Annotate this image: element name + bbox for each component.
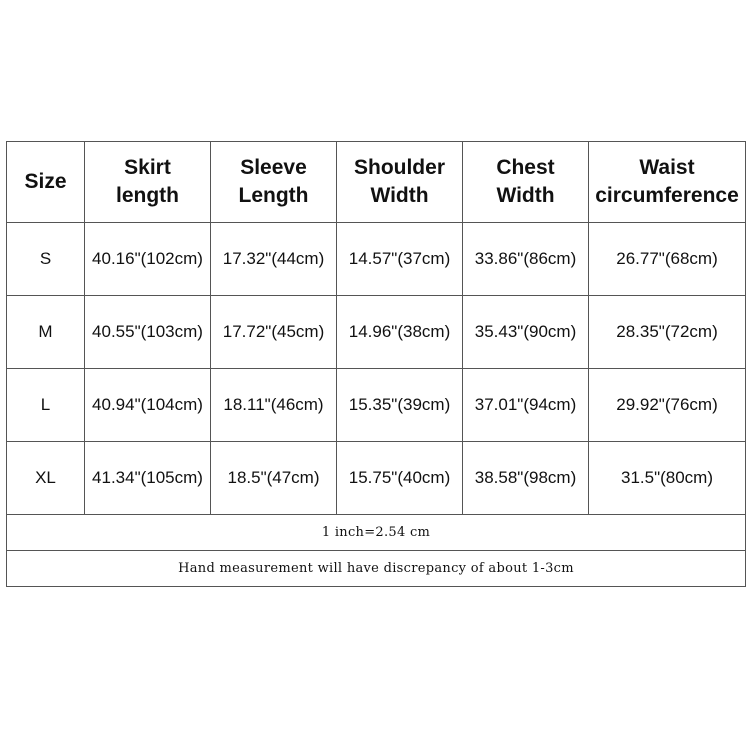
waist-circumference-cell: 31.5"(80cm) — [589, 442, 746, 515]
shoulder-width-cell: 15.35"(39cm) — [337, 369, 463, 442]
chest-width-cell: 35.43"(90cm) — [463, 296, 589, 369]
sleeve-length-cell: 17.32"(44cm) — [211, 223, 337, 296]
table-row — [7, 369, 746, 442]
sleeve-length-cell: 18.11"(46cm) — [211, 369, 337, 442]
waist-circumference-cell: 28.35"(72cm) — [589, 296, 746, 369]
size-cell: XL — [7, 442, 85, 515]
header-chest-width — [463, 142, 589, 223]
header-skirt-line2: length — [116, 184, 179, 207]
chest-width-cell: 38.58"(98cm) — [463, 442, 589, 515]
sleeve-length-cell: 18.5"(47cm) — [211, 442, 337, 515]
size-cell: L — [7, 369, 85, 442]
chest-width-cell: 37.01"(94cm) — [463, 369, 589, 442]
shoulder-width-cell: 15.75"(40cm) — [337, 442, 463, 515]
header-skirt-line1: Skirt — [124, 156, 171, 179]
header-waist-line2: circumference — [595, 184, 739, 207]
measurement-disclaimer: Hand measurement will have discrepancy of about 1-3cm — [7, 551, 746, 587]
skirt-length-cell: 40.16"(102cm) — [85, 223, 211, 296]
header-size-label: Size — [24, 170, 67, 193]
header-sleeve-line2: Length — [238, 184, 309, 207]
header-waist-line1: Waist — [639, 156, 695, 179]
conversion-note: 1 inch=2.54 cm — [7, 515, 746, 551]
header-size — [7, 142, 85, 223]
header-shoulder-width — [337, 142, 463, 223]
size-chart-table — [6, 141, 746, 587]
header-chest-line1: Chest — [496, 156, 555, 179]
header-row — [7, 142, 746, 223]
sleeve-length-cell: 17.72"(45cm) — [211, 296, 337, 369]
shoulder-width-cell: 14.57"(37cm) — [337, 223, 463, 296]
conversion-note-row — [7, 515, 746, 551]
table-row — [7, 223, 746, 296]
header-chest-line2: Width — [496, 184, 555, 207]
waist-circumference-cell: 29.92"(76cm) — [589, 369, 746, 442]
chest-width-cell: 33.86"(86cm) — [463, 223, 589, 296]
table-row — [7, 296, 746, 369]
header-waist-circumference — [589, 142, 746, 223]
skirt-length-cell: 40.55"(103cm) — [85, 296, 211, 369]
disclaimer-note-row — [7, 551, 746, 587]
header-shoulder-line1: Shoulder — [353, 156, 445, 179]
header-sleeve-line1: Sleeve — [240, 156, 307, 179]
shoulder-width-cell: 14.96"(38cm) — [337, 296, 463, 369]
header-shoulder-line2: Width — [370, 184, 429, 207]
skirt-length-cell: 41.34"(105cm) — [85, 442, 211, 515]
skirt-length-cell: 40.94"(104cm) — [85, 369, 211, 442]
waist-circumference-cell: 26.77"(68cm) — [589, 223, 746, 296]
size-cell: S — [7, 223, 85, 296]
header-sleeve-length — [211, 142, 337, 223]
table-row — [7, 442, 746, 515]
size-cell: M — [7, 296, 85, 369]
header-skirt-length — [85, 142, 211, 223]
